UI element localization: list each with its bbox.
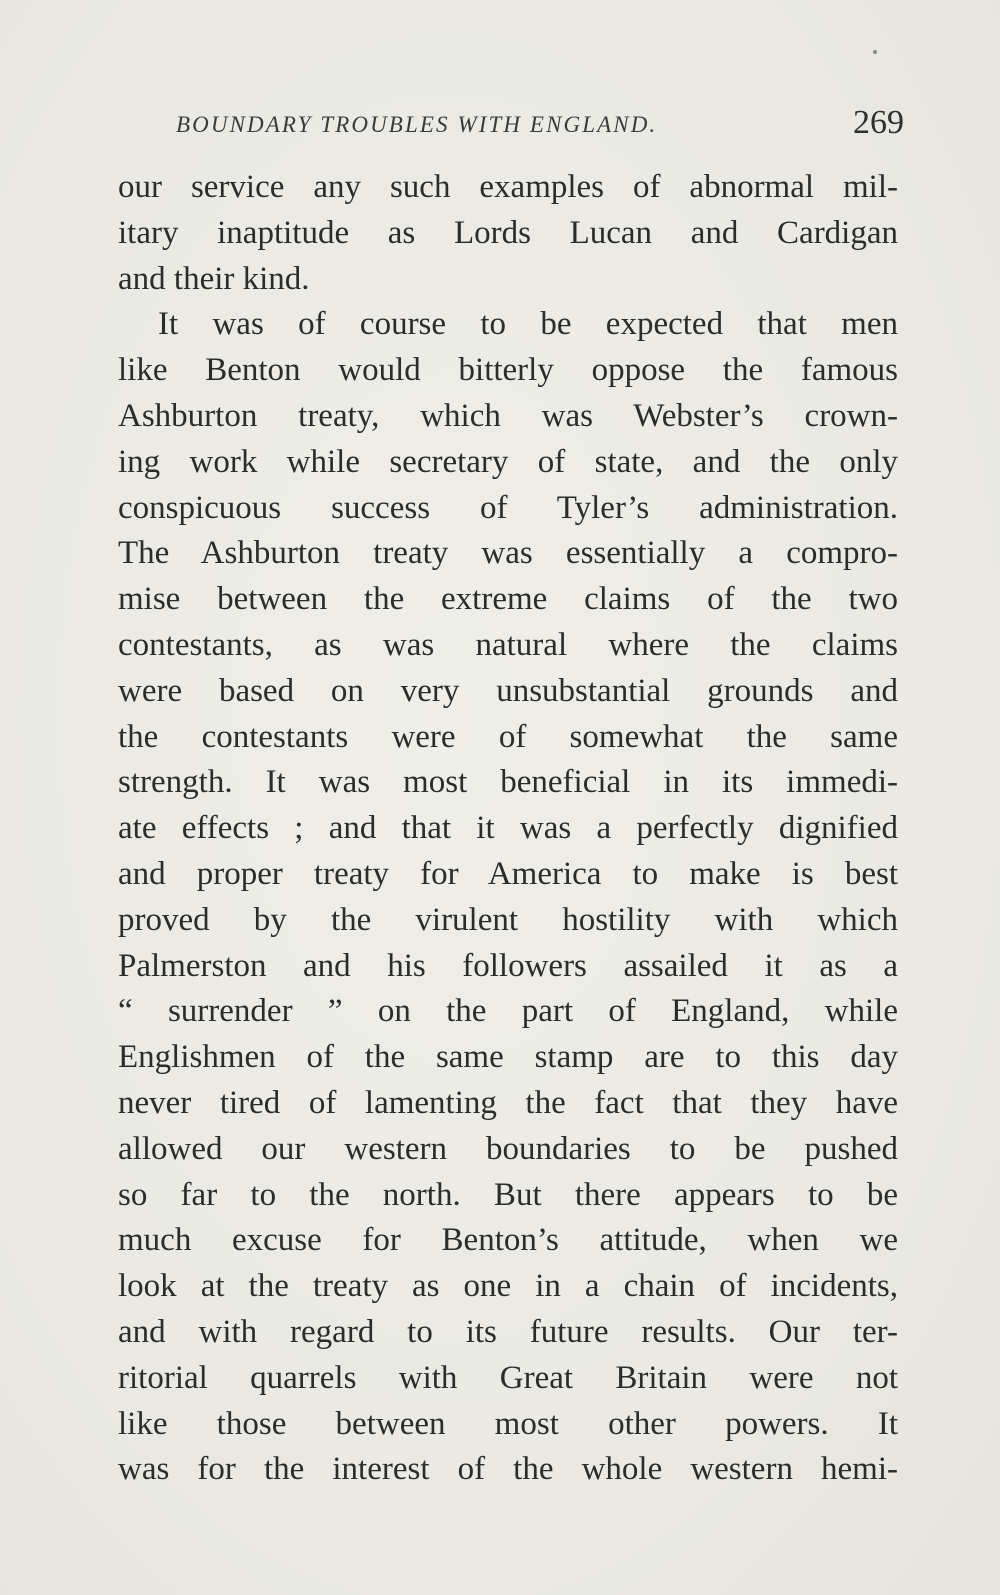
text-line: Englishmen of the same stamp are to this day	[118, 1039, 898, 1076]
text-line: was for the interest of the whole western hemi-	[118, 1451, 898, 1488]
text-line: were based on very unsubstantial grounds and	[118, 672, 898, 709]
text-line: conspicuous success of Tyler’s administration.	[118, 489, 898, 526]
text-line: Palmerston and his followers assailed it as a	[118, 947, 898, 984]
text-line: mise between the extreme claims of the two	[118, 581, 898, 618]
text-line: never tired of lamenting the fact that they have	[118, 1084, 898, 1121]
text-line: allowed our western boundaries to be pushed	[118, 1130, 898, 1167]
page-number: 269	[853, 104, 904, 141]
text-line: ritorial quarrels with Great Britain were not	[118, 1359, 898, 1396]
text-line: The Ashburton treaty was essentially a compro-	[118, 535, 898, 572]
text-line: and their kind.	[118, 260, 310, 297]
text-line: proved by the virulent hostility with which	[118, 901, 898, 938]
paper-speck	[873, 50, 877, 54]
text-line: like Benton would bitterly oppose the famous	[118, 352, 898, 389]
text-line: strength. It was most beneficial in its immedi-	[118, 764, 898, 801]
text-line: so far to the north. But there appears to be	[118, 1176, 898, 1213]
text-line: contestants, as was natural where the claims	[118, 626, 898, 663]
text-line: itary inaptitude as Lords Lucan and Cardigan	[118, 214, 898, 251]
text-line: and proper treaty for America to make is best	[118, 855, 898, 892]
body-text	[118, 165, 898, 1493]
text-line: the contestants were of somewhat the same	[118, 718, 898, 755]
running-head	[176, 104, 904, 144]
text-line: It was of course to be expected that men	[158, 306, 898, 343]
text-line: and with regard to its future results. Our ter-	[118, 1313, 898, 1350]
text-line: ate effects ; and that it was a perfectly dignified	[118, 810, 898, 847]
text-line: look at the treaty as one in a chain of incidents,	[118, 1268, 898, 1305]
text-line: our service any such examples of abnormal mil-	[118, 169, 898, 205]
text-line: Ashburton treaty, which was Webster’s crown-	[118, 397, 898, 434]
running-title: BOUNDARY TROUBLES WITH ENGLAND.	[176, 112, 658, 137]
text-line: like those between most other powers. It	[118, 1405, 898, 1442]
text-line: “ surrender ” on the part of England, while	[118, 993, 898, 1030]
text-line: ing work while secretary of state, and the only	[118, 443, 898, 480]
text-line: much excuse for Benton’s attitude, when we	[118, 1222, 898, 1259]
